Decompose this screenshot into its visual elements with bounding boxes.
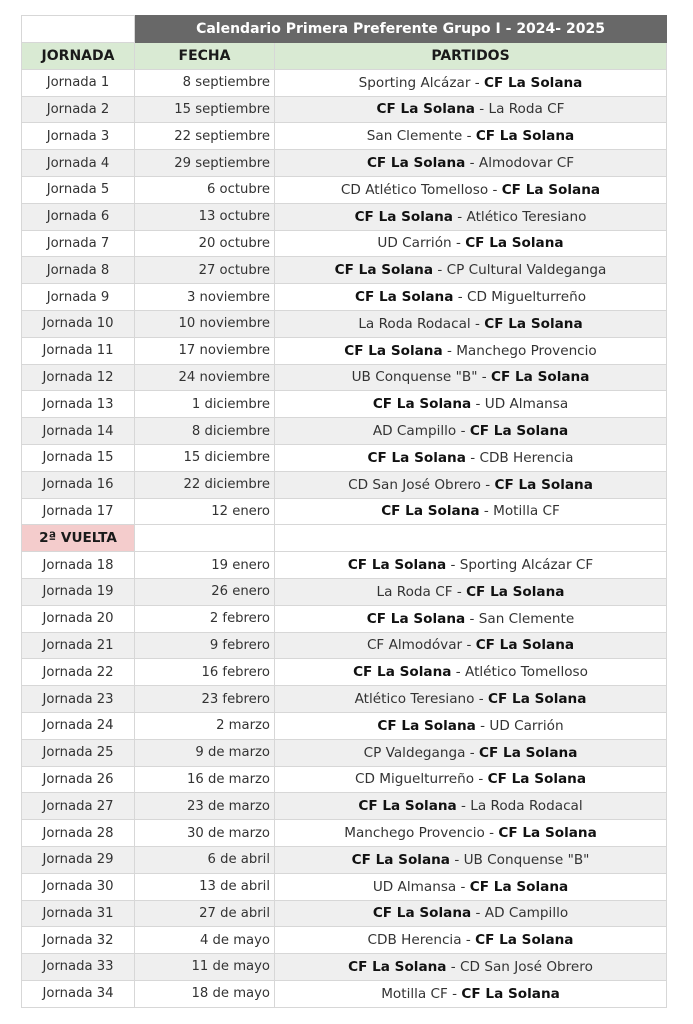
fecha-cell: 16 de marzo xyxy=(135,766,275,793)
match-cell xyxy=(275,418,667,445)
away-team: Atlético Tomelloso xyxy=(465,664,588,681)
match-cell xyxy=(275,578,667,605)
away-team: UB Conquense "B" xyxy=(463,851,590,868)
jornada-cell: Jornada 9 xyxy=(22,284,135,311)
table-row xyxy=(22,873,667,900)
match-cell xyxy=(275,176,667,203)
match-cell xyxy=(275,337,667,364)
fecha-cell: 22 diciembre xyxy=(135,471,275,498)
jornada-cell: Jornada 20 xyxy=(22,605,135,632)
match-cell xyxy=(275,659,667,686)
jornada-cell: Jornada 16 xyxy=(22,471,135,498)
match-cell xyxy=(275,766,667,793)
match-separator: - xyxy=(451,664,466,681)
header-partidos: PARTIDOS xyxy=(275,43,667,70)
jornada-cell: Jornada 3 xyxy=(22,123,135,150)
table-row xyxy=(22,900,667,927)
header-fecha: FECHA xyxy=(135,43,275,70)
table-row xyxy=(22,686,667,713)
match-cell xyxy=(275,927,667,954)
away-team: CP Cultural Valdeganga xyxy=(446,262,607,279)
table-row xyxy=(22,69,667,96)
match-separator: - xyxy=(456,878,470,895)
home-team: La Roda Rodacal xyxy=(358,315,471,332)
home-team: CD San José Obrero xyxy=(348,476,481,493)
match-cell xyxy=(275,739,667,766)
match-separator: - xyxy=(447,985,462,1002)
away-team: CF La Solana xyxy=(501,181,601,198)
match-separator: - xyxy=(452,208,467,225)
jornada-cell: Jornada 34 xyxy=(22,980,135,1007)
match-separator: - xyxy=(474,771,488,788)
fecha-cell: 24 noviembre xyxy=(135,364,275,391)
fecha-cell: 15 septiembre xyxy=(135,96,275,123)
home-team: La Roda CF xyxy=(376,583,453,600)
jornada-cell: Jornada 5 xyxy=(22,176,135,203)
away-team: CDB Herencia xyxy=(479,449,574,466)
match-separator: - xyxy=(452,583,467,600)
header-jornada: JORNADA xyxy=(22,43,135,70)
fecha-cell: 13 octubre xyxy=(135,203,275,230)
table-row xyxy=(22,846,667,873)
away-team: Motilla CF xyxy=(493,503,560,520)
table-row xyxy=(22,284,667,311)
home-team: CD Miguelturreño xyxy=(355,771,475,788)
match-separator: - xyxy=(465,155,479,172)
away-team: CF La Solana xyxy=(475,128,575,145)
home-team: CF La Solana xyxy=(347,557,447,574)
home-team: CDB Herencia xyxy=(367,932,462,949)
fecha-cell: 3 noviembre xyxy=(135,284,275,311)
fecha-cell: 1 diciembre xyxy=(135,391,275,418)
fecha-cell: 6 octubre xyxy=(135,176,275,203)
title-row xyxy=(22,16,667,43)
fecha-cell: 16 febrero xyxy=(135,659,275,686)
table-row xyxy=(22,659,667,686)
match-cell xyxy=(275,552,667,579)
home-team: CF La Solana xyxy=(367,449,466,466)
fecha-cell: 9 de marzo xyxy=(135,739,275,766)
home-team: CF La Solana xyxy=(376,101,475,118)
away-team: CF La Solana xyxy=(494,476,593,493)
empty-cell xyxy=(135,525,275,552)
jornada-cell: Jornada 1 xyxy=(22,69,135,96)
second-round-row xyxy=(22,525,667,552)
away-team: CF La Solana xyxy=(469,878,569,895)
fecha-cell: 27 octubre xyxy=(135,257,275,284)
jornada-cell: Jornada 6 xyxy=(22,203,135,230)
home-team: Sporting Alcázar xyxy=(358,74,471,91)
table-row xyxy=(22,632,667,659)
fecha-cell: 10 noviembre xyxy=(135,310,275,337)
table-row xyxy=(22,980,667,1007)
away-team: CD Miguelturreño xyxy=(466,289,587,306)
match-cell xyxy=(275,820,667,847)
away-team: La Roda CF xyxy=(488,101,565,118)
home-team: CF La Solana xyxy=(355,289,454,306)
away-team: CF La Solana xyxy=(488,691,587,708)
jornada-cell: Jornada 18 xyxy=(22,552,135,579)
table-row xyxy=(22,605,667,632)
table-row xyxy=(22,310,667,337)
table-row xyxy=(22,444,667,471)
match-separator: - xyxy=(442,342,457,359)
fecha-cell: 27 de abril xyxy=(135,900,275,927)
match-separator: - xyxy=(479,503,494,520)
home-team: Manchego Provencio xyxy=(344,825,485,841)
table-row xyxy=(22,766,667,793)
away-team: CF La Solana xyxy=(475,637,575,654)
home-team: CF La Solana xyxy=(348,958,447,975)
fecha-cell: 22 septiembre xyxy=(135,123,275,150)
table-row xyxy=(22,954,667,981)
fecha-cell: 8 septiembre xyxy=(135,69,275,96)
match-separator: - xyxy=(484,825,499,841)
table-row xyxy=(22,552,667,579)
away-team: CF La Solana xyxy=(465,235,564,252)
home-team: CF La Solana xyxy=(381,503,480,520)
away-team: CF La Solana xyxy=(461,985,560,1002)
away-team: AD Campillo xyxy=(484,905,569,922)
match-separator: - xyxy=(471,396,485,413)
home-team: CP Valdeganga xyxy=(363,744,466,761)
match-cell xyxy=(275,96,667,123)
fecha-cell: 15 diciembre xyxy=(135,444,275,471)
away-team: CF La Solana xyxy=(483,74,583,91)
jornada-cell: Jornada 30 xyxy=(22,873,135,900)
fecha-cell: 2 marzo xyxy=(135,712,275,739)
jornada-cell: Jornada 31 xyxy=(22,900,135,927)
second-round-label: 2ª VUELTA xyxy=(22,525,135,552)
match-separator: - xyxy=(461,932,476,949)
home-team: CF La Solana xyxy=(366,155,466,172)
match-cell xyxy=(275,444,667,471)
match-separator: - xyxy=(471,905,485,922)
match-separator: - xyxy=(451,235,466,252)
fecha-cell: 13 de abril xyxy=(135,873,275,900)
match-cell xyxy=(275,686,667,713)
fecha-cell: 9 febrero xyxy=(135,632,275,659)
match-separator: - xyxy=(474,691,489,708)
jornada-cell: Jornada 22 xyxy=(22,659,135,686)
table-row xyxy=(22,793,667,820)
fecha-cell: 19 enero xyxy=(135,552,275,579)
table-row xyxy=(22,418,667,445)
match-cell xyxy=(275,123,667,150)
jornada-cell: Jornada 11 xyxy=(22,337,135,364)
match-separator: - xyxy=(446,958,461,975)
table-row xyxy=(22,498,667,525)
jornada-cell: Jornada 17 xyxy=(22,498,135,525)
away-team: San Clemente xyxy=(478,610,575,627)
away-team: CF La Solana xyxy=(484,315,583,332)
fecha-cell: 17 noviembre xyxy=(135,337,275,364)
jornada-cell: Jornada 4 xyxy=(22,150,135,177)
away-team: CF La Solana xyxy=(491,369,590,386)
fecha-cell: 18 de mayo xyxy=(135,980,275,1007)
match-cell xyxy=(275,203,667,230)
match-separator: - xyxy=(433,262,447,279)
away-team: Almodovar CF xyxy=(478,155,575,172)
match-separator: - xyxy=(456,798,471,815)
jornada-cell: Jornada 13 xyxy=(22,391,135,418)
table-row xyxy=(22,820,667,847)
title-blank-cell xyxy=(22,16,135,43)
match-cell xyxy=(275,150,667,177)
jornada-cell: Jornada 24 xyxy=(22,712,135,739)
fecha-cell: 11 de mayo xyxy=(135,954,275,981)
jornada-cell: Jornada 15 xyxy=(22,444,135,471)
schedule-sheet xyxy=(21,15,666,1008)
jornada-cell: Jornada 14 xyxy=(22,418,135,445)
home-team: AD Campillo xyxy=(372,423,457,440)
match-cell xyxy=(275,310,667,337)
fecha-cell: 29 septiembre xyxy=(135,150,275,177)
jornada-cell: Jornada 23 xyxy=(22,686,135,713)
home-team: CF La Solana xyxy=(334,262,434,279)
away-team: Manchego Provencio xyxy=(456,342,597,359)
home-team: Motilla CF xyxy=(381,985,448,1002)
match-cell xyxy=(275,364,667,391)
jornada-cell: Jornada 27 xyxy=(22,793,135,820)
jornada-cell: Jornada 8 xyxy=(22,257,135,284)
jornada-cell: Jornada 32 xyxy=(22,927,135,954)
match-cell xyxy=(275,873,667,900)
match-separator: - xyxy=(480,476,495,493)
match-separator: - xyxy=(488,181,502,198)
fecha-cell: 23 febrero xyxy=(135,686,275,713)
table-row xyxy=(22,739,667,766)
jornada-cell: Jornada 19 xyxy=(22,578,135,605)
jornada-cell: Jornada 21 xyxy=(22,632,135,659)
match-separator: - xyxy=(470,74,484,91)
table-row xyxy=(22,96,667,123)
match-separator: - xyxy=(475,717,490,734)
match-cell xyxy=(275,793,667,820)
jornada-cell: Jornada 25 xyxy=(22,739,135,766)
match-cell xyxy=(275,391,667,418)
match-cell xyxy=(275,900,667,927)
match-cell xyxy=(275,257,667,284)
away-team: CF La Solana xyxy=(479,744,578,761)
table-row xyxy=(22,257,667,284)
home-team: CF Almodóvar xyxy=(366,637,463,654)
match-separator: - xyxy=(453,289,467,306)
match-separator: - xyxy=(462,128,476,145)
away-team: CF La Solana xyxy=(466,583,565,600)
home-team: UD Carrión xyxy=(377,235,452,252)
jornada-cell: Jornada 26 xyxy=(22,766,135,793)
jornada-cell: Jornada 29 xyxy=(22,846,135,873)
match-separator: - xyxy=(456,423,470,440)
match-separator: - xyxy=(462,637,476,654)
table-row xyxy=(22,230,667,257)
away-team: CF La Solana xyxy=(498,825,597,841)
match-cell xyxy=(275,284,667,311)
away-team: UD Carrión xyxy=(489,717,564,734)
jornada-cell: Jornada 33 xyxy=(22,954,135,981)
home-team: CF La Solana xyxy=(351,851,450,868)
fecha-cell: 26 enero xyxy=(135,578,275,605)
match-cell xyxy=(275,471,667,498)
fecha-cell: 6 de abril xyxy=(135,846,275,873)
match-cell xyxy=(275,230,667,257)
match-separator: - xyxy=(450,851,464,868)
fecha-cell: 12 enero xyxy=(135,498,275,525)
home-team: San Clemente xyxy=(366,128,463,145)
home-team: CF La Solana xyxy=(372,905,472,922)
home-team: CF La Solana xyxy=(372,396,472,413)
table-row xyxy=(22,471,667,498)
table-row xyxy=(22,176,667,203)
jornada-cell: Jornada 2 xyxy=(22,96,135,123)
home-team: CD Atlético Tomelloso xyxy=(340,181,489,198)
home-team: UB Conquense "B" xyxy=(351,369,478,386)
match-separator: - xyxy=(465,744,480,761)
match-separator: - xyxy=(446,557,460,574)
match-cell xyxy=(275,712,667,739)
away-team: CF La Solana xyxy=(475,932,574,949)
table-row xyxy=(22,123,667,150)
table-row xyxy=(22,203,667,230)
home-team: CF La Solana xyxy=(366,610,466,627)
fecha-cell: 30 de marzo xyxy=(135,820,275,847)
away-team: La Roda Rodacal xyxy=(470,798,583,815)
match-separator: - xyxy=(474,101,489,118)
fecha-cell: 4 de mayo xyxy=(135,927,275,954)
header-row xyxy=(22,43,667,70)
match-cell xyxy=(275,980,667,1007)
away-team: CF La Solana xyxy=(487,771,587,788)
match-cell xyxy=(275,498,667,525)
match-cell xyxy=(275,954,667,981)
fecha-cell: 20 octubre xyxy=(135,230,275,257)
away-team: Atlético Teresiano xyxy=(466,208,587,225)
match-separator: - xyxy=(470,315,485,332)
home-team: CF La Solana xyxy=(353,664,452,681)
match-cell xyxy=(275,632,667,659)
match-cell xyxy=(275,605,667,632)
away-team: UD Almansa xyxy=(484,396,569,413)
jornada-cell: Jornada 28 xyxy=(22,820,135,847)
page-title: Calendario Primera Preferente Grupo I - 2024- 2025 xyxy=(135,16,667,43)
jornada-cell: Jornada 12 xyxy=(22,364,135,391)
table-row xyxy=(22,337,667,364)
match-cell xyxy=(275,846,667,873)
home-team: CF La Solana xyxy=(354,208,453,225)
fecha-cell: 2 febrero xyxy=(135,605,275,632)
match-cell xyxy=(275,69,667,96)
table-row xyxy=(22,578,667,605)
home-team: CF La Solana xyxy=(358,798,457,815)
home-team: Atlético Teresiano xyxy=(354,691,475,708)
schedule-table xyxy=(21,15,667,1008)
fecha-cell: 8 diciembre xyxy=(135,418,275,445)
jornada-cell: Jornada 7 xyxy=(22,230,135,257)
home-team: CF La Solana xyxy=(344,342,443,359)
match-separator: - xyxy=(465,449,480,466)
table-row xyxy=(22,150,667,177)
table-row xyxy=(22,391,667,418)
fecha-cell: 23 de marzo xyxy=(135,793,275,820)
home-team: UD Almansa xyxy=(372,878,457,895)
home-team: CF La Solana xyxy=(377,717,476,734)
table-row xyxy=(22,927,667,954)
match-separator: - xyxy=(477,369,492,386)
table-row xyxy=(22,364,667,391)
away-team: CD San José Obrero xyxy=(460,958,593,975)
table-row xyxy=(22,712,667,739)
empty-cell xyxy=(275,525,667,552)
away-team: CF La Solana xyxy=(469,423,569,440)
match-separator: - xyxy=(465,610,479,627)
jornada-cell: Jornada 10 xyxy=(22,310,135,337)
away-team: Sporting Alcázar CF xyxy=(459,557,594,574)
